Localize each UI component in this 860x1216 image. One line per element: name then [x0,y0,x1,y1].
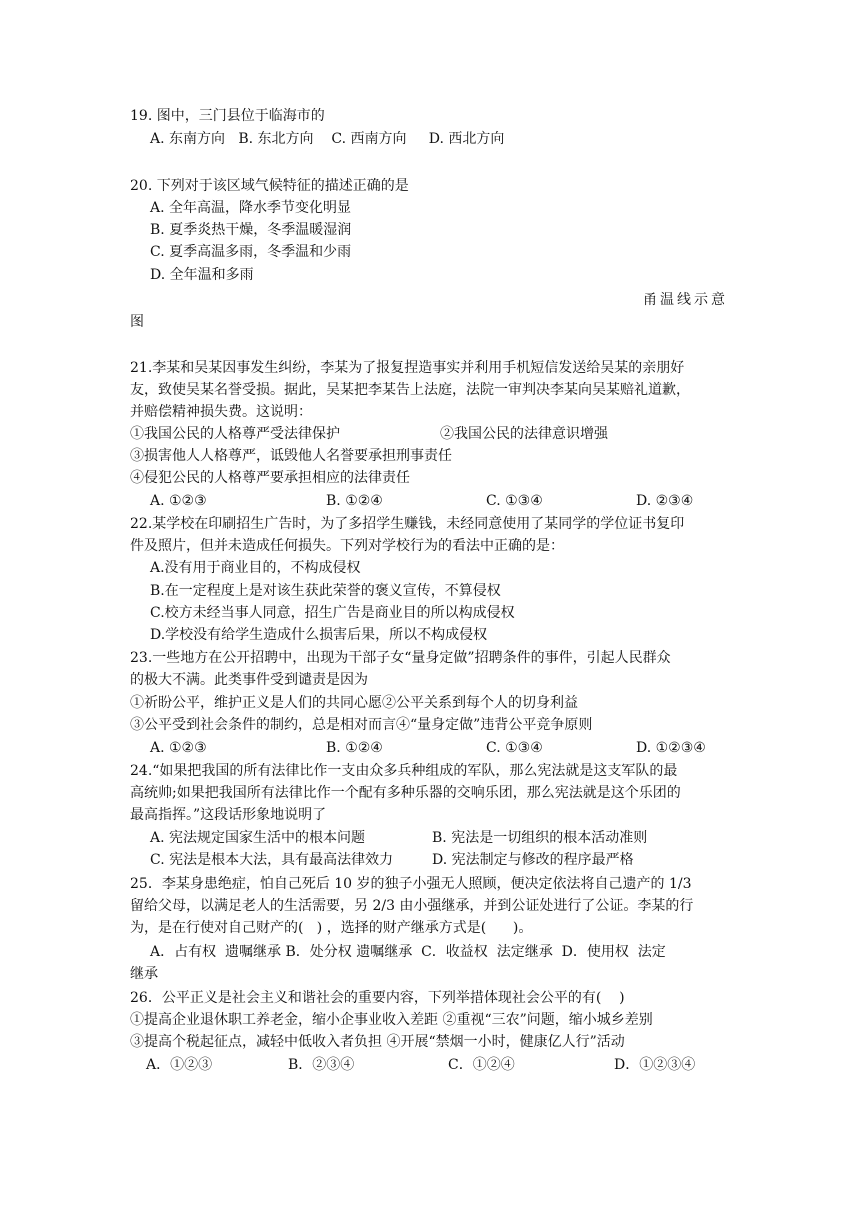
q21-option-a: A. ①②③ [150,493,207,509]
q24-option-c: C. 宪法是根本大法，具有最高法律效力 [150,852,394,868]
q23-option-a: A. ①②③ [150,740,207,756]
q21-statement1: ①我国公民的人格尊严受法律保护 [130,426,340,442]
q21-line2: 友，致使吴某名誉受损。据此，吴某把李某告上法庭，法院一审判决李某向吴某赔礼道歉， [130,382,690,398]
q26-stem: 26．公平正义是社会主义和谐社会的重要内容，下列举措体现社会公平的有( ) [130,990,625,1006]
q23-line2: 的极大不满。此类事件受到谴责是因为 [130,672,368,688]
q21-line3: 并赔偿精神损失费。这说明： [130,404,312,420]
q20-option-c: C. 夏季高温多雨，冬季温和少雨 [150,244,352,260]
q25-options-wrap: 继承 [130,966,158,982]
q24-option-b: B. 宪法是一切组织的根本活动准则 [432,830,648,846]
q24-option-a: A. 宪法规定国家生活中的根本问题 [150,830,366,846]
q24-line1: 24.“如果把我国的所有法律比作一支由众多兵种组成的军队，那么宪法就是这支军队的最 [130,763,678,779]
q22-option-d: D.学校没有给学生造成什么损害后果，所以不构成侵权 [150,627,488,643]
q20-option-b: B. 夏季炎热干燥，冬季温暖湿润 [150,222,352,238]
q21-option-d: D. ②③④ [636,493,694,509]
q23-statement1: ①祈盼公平，维护正义是人们的共同心愿②公平关系到每个人的切身利益 [130,695,578,711]
figure-caption-part2: 图 [130,314,144,330]
q23-option-b: B. ①②④ [326,740,383,756]
q20-stem: 20. 下列对于该区域气候特征的描述正确的是 [130,178,409,194]
q23-line1: 23.一些地方在公开招聘中，出现为干部子女“量身定做”招聘条件的事件，引起人民群众 [130,650,671,666]
q22-line2: 件及照片，但并未造成任何损失。下列对学校行为的看法中正确的是： [130,538,564,554]
q26-option-c: C．①②④ [448,1057,515,1073]
q26-option-a: A．①②③ [146,1057,213,1073]
q21-statement2: ②我国公民的法律意识增强 [440,426,608,442]
q24-option-d: D. 宪法制定与修改的程序最严格 [432,852,634,868]
q21-option-b: B. ①②④ [326,493,383,509]
q26-statement1: ①提高企业退休职工养老金，缩小企事业收入差距 ②重视“三农”问题，缩小城乡差别 [130,1012,653,1028]
q22-option-a: A.没有用于商业目的，不构成侵权 [150,560,361,576]
q21-option-c: C. ①③④ [486,493,543,509]
q23-option-c: C. ①③④ [486,740,543,756]
q22-option-b: B.在一定程度上是对该生获此荣誉的褒义宣传，不算侵权 [150,583,501,599]
q22-line1: 22.某学校在印刷招生广告时，为了多招学生赚钱，未经同意使用了某同学的学位证书复印 [130,516,685,532]
q24-line2: 高统帅;如果把我国所有法律比作一个配有多种乐器的交响乐团，那么宪法就是这个乐团的 [130,785,681,801]
q25-line3: 为，是在行使对自己财产的( ) ，选择的财产继承方式是( )。 [130,920,533,936]
q20-option-a: A. 全年高温，降水季节变化明显 [150,200,352,216]
q20-option-d: D. 全年温和多雨 [150,267,254,283]
q21-statement4: ④侵犯公民的人格尊严要承担相应的法律责任 [130,470,410,486]
q25-options: A．占有权 遗嘱继承 B．处分权 遗嘱继承 C．收益权 法定继承 D．使用权 法定 [150,944,666,960]
q23-option-d: D. ①②③④ [636,740,706,756]
q25-line1: 25．李某身患绝症，怕自己死后 10 岁的独子小强无人照顾，便决定依法将自己遗产的 1/3 [130,876,692,892]
q25-line2: 留给父母，以满足老人的生活需要，另 2/3 由小强继承，并到公证处进行了公证。李某的行 [130,898,694,914]
q21-statement3: ③损害他人人格尊严，诋毁他人名誉要承担刑事责任 [130,448,452,464]
q23-statement2: ③公平受到社会条件的制约，总是相对而言④“量身定做”违背公平竞争原则 [130,717,593,733]
figure-caption-part1: 甬温线示意 [643,292,728,308]
q26-option-d: D．①②③④ [614,1057,696,1073]
q24-line3: 最高指挥。”这段话形象地说明了 [130,807,327,823]
q22-option-c: C.校方未经当事人同意，招生广告是商业目的所以构成侵权 [150,605,515,621]
q19-stem: 19. 图中，三门县位于临海市的 [130,108,325,124]
q26-option-b: B．②③④ [288,1057,355,1073]
q19-options: A. 东南方向 B. 东北方向 C. 西南方向 D. 西北方向 [150,131,505,147]
q21-line1: 21.李某和吴某因事发生纠纷，李某为了报复捏造事实并利用手机短信发送给吴某的亲朋好 [130,360,685,376]
q26-statement2: ③提高个税起征点，减轻中低收入者负担 ④开展“禁烟一小时，健康亿人行”活动 [130,1034,625,1050]
